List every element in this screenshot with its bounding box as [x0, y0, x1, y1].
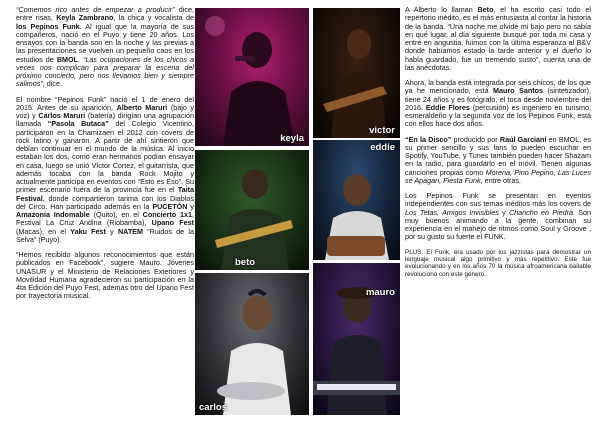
text-run: BMOL	[56, 54, 78, 64]
left-text-column	[16, 6, 194, 308]
text-run: “Hemos recibido algunos reconocimientos que están publicados en Facebook”, sugiere Mauro. Jóvenes UNASUR y el Ministerio de Relaciones Exteriores y Movilidad Humana agradecieron su participación en la 4ta Edición del Puyo Fest, además otro del Upano Fest por trayectoria musical.	[16, 250, 194, 301]
article-paragraph	[16, 6, 194, 89]
photo-keyla	[195, 8, 309, 146]
keyla-silhouette	[195, 8, 309, 146]
mauro-silhouette	[313, 263, 400, 415]
text-run: .	[77, 54, 83, 64]
photo-caption-keyla: keyla	[280, 133, 304, 144]
photo-carlos	[195, 273, 309, 415]
photo-beto	[195, 150, 309, 270]
text-run: Beto	[477, 5, 494, 14]
photo-caption-eddie: eddie	[370, 142, 395, 153]
text-run: los Pepinos Funk	[16, 21, 80, 31]
article-paragraph	[405, 192, 591, 242]
text-run: PUCETÓN	[152, 201, 188, 211]
text-run: Los Tetas, Amigos Invisibles	[405, 207, 499, 217]
text-run: (Macas), en el	[16, 226, 71, 236]
photo-victor	[313, 8, 400, 138]
article-paragraph	[405, 249, 591, 279]
text-run: Carlos Maruri	[38, 111, 86, 120]
text-run: PLUS: El Funk, era usado por los jazzistas para demostrar un lenguaje musical algo primitivo y más repetitivo. Este fue evolucionando y en los años 70 la música afroamericana bailable revolucionó con este género.	[405, 248, 591, 278]
text-run: “Comemos rico antes de empezar a producir”	[16, 5, 175, 14]
photo-caption-victor: victor	[369, 125, 395, 136]
text-run: (bajo y voz) y	[16, 102, 194, 120]
photo-eddie	[313, 140, 400, 260]
eddie-silhouette	[313, 140, 400, 260]
text-run: . Al igual que la mayoría de sus compañeros, nació en el Puyo y tiene 20 años. Los ensayos con la banda son en la noche y las previas a las presentaciones se vuelven un pequeño caos en los estudios de	[16, 21, 194, 64]
right-text-column	[405, 6, 591, 285]
photo-caption-carlos: carlos	[199, 402, 227, 413]
text-run: “Pasola Butaca”	[47, 119, 109, 129]
text-run: del Colegio Vicentino, participaron en la Chamizaen el 2012 con covers de rock latino y ganaron. A partir de ahí sintieron que debían continuar en el mundo de la música. Al inicio estaban los dos, como eran hermanos podían ensayar en casa, luego se unió Víctor Cortez, el guitarrista, que además tocaba con la banda Rock Mojito y actualmente participa en eventos con “Esto es Eso”. Su primer escenario fuera de la provincia fue en el	[16, 119, 195, 195]
text-run: “Ruidos de la Selva” (Puyo).	[16, 226, 194, 244]
article-paragraph	[405, 136, 591, 186]
text-run: , Festival La Cruz Andina (Riobamba),	[16, 210, 194, 228]
article-paragraph	[16, 251, 194, 301]
text-run: “Las ocupaciones de los chicos a veces nos complican para preparar la escena del próximo concierto, pero nos llevamos bien y siempre salimos”	[16, 54, 194, 89]
victor-silhouette	[313, 8, 400, 138]
text-run: Amazonía Indomable	[16, 210, 90, 219]
text-run: Keyla Zambrano	[56, 13, 114, 23]
text-run: NATEM	[117, 226, 143, 236]
text-run: en BMOL, es su primer sencillo y sus fans lo pueden escuchar en Spotify, YouTube, y Tunes también pueden hacer Shazam en la radio, para guardarlo en el móvil. Tienen algunas canciones propias como	[405, 134, 592, 177]
article-paragraph	[405, 79, 591, 129]
text-run: , entre otras.	[480, 175, 522, 185]
text-run: Upano Fest	[151, 218, 194, 228]
text-run: , el ha escrito casi todo el repertorio inédito, es el más entusiasta al contar la historia de la banda. “Una noche me olvidé mi bajo pero no sabía en qué lugar, al día siguiente busqué por toda mi casa y entré en angustia, fuimos con la última esperanza al B&V donde habíamos estado la tarde anterior y el dueño lo había guardado, fue un tremendo susto”, cuenta una de las anécdotas.	[405, 5, 591, 72]
text-run: Alberto Maruri	[116, 102, 168, 112]
text-run: Eddie Flores	[425, 102, 470, 112]
text-run: y	[105, 226, 118, 236]
text-run: “En la Disco”	[405, 134, 452, 144]
text-run: y	[498, 207, 509, 217]
article-paragraph	[16, 96, 194, 245]
text-run: . Son muy buenos animando a la gente, combinan su experiencia en el manejo de ritmos como Soul y Groove , por su gusto su fuerte el FUNK.	[405, 207, 591, 242]
text-run: Concierto 1x1	[142, 210, 192, 219]
text-run: Chancho en Piedra	[508, 207, 573, 217]
text-run: Morena, Pino Pepino, Las Luces se Apagan, Fiesta Funk	[405, 167, 591, 185]
text-run: Ahora, la banda está integrada por seis chicos, de los que ya he mencionado, está	[405, 78, 591, 96]
photo-mauro	[313, 263, 400, 415]
text-run: producido por	[451, 134, 500, 144]
text-run: , donde compartieron tarima con los Diablos del Circo. Han participado además en la	[16, 193, 194, 211]
photo-caption-mauro: mauro	[365, 287, 395, 298]
carlos-silhouette	[195, 273, 309, 415]
photo-caption-beto: beto	[235, 257, 256, 268]
text-run: Mauro Santos	[493, 86, 544, 96]
text-run: Raúl Garciani	[499, 134, 547, 144]
beto-silhouette	[195, 150, 309, 270]
text-run: Taita Festival	[16, 185, 194, 203]
text-run: (batería) dirigían una agrupación llamada	[16, 111, 194, 129]
text-run: dice, entre risas,	[16, 5, 194, 23]
text-run: , dice.	[42, 79, 62, 89]
text-run: Yaku Fest	[70, 226, 106, 236]
text-run: (percusión) es ingeniero en turismo, esmeraldeño y la segunda voz de los Pepinos Funk, está con ellos hace dos años.	[405, 102, 592, 129]
text-run: El nombre “Pepinos Funk” nació el 1 de enero del 2015. Antes de su aparición,	[16, 94, 194, 112]
text-run: , la chica y vocalista de	[113, 13, 194, 23]
article-paragraph	[405, 6, 591, 72]
text-run: y	[187, 201, 194, 211]
text-run: (Quito), en el	[89, 210, 143, 219]
text-run: Los Pepinos Funk se presentan en eventos independientes con sus temas inéditos más los covers de	[405, 191, 591, 209]
text-run: (sintetizador), tiene 24 años y es fotógrafo, el toca desde noviembre del 2016.	[405, 86, 591, 112]
text-run: A Alberto lo llaman	[405, 5, 478, 14]
